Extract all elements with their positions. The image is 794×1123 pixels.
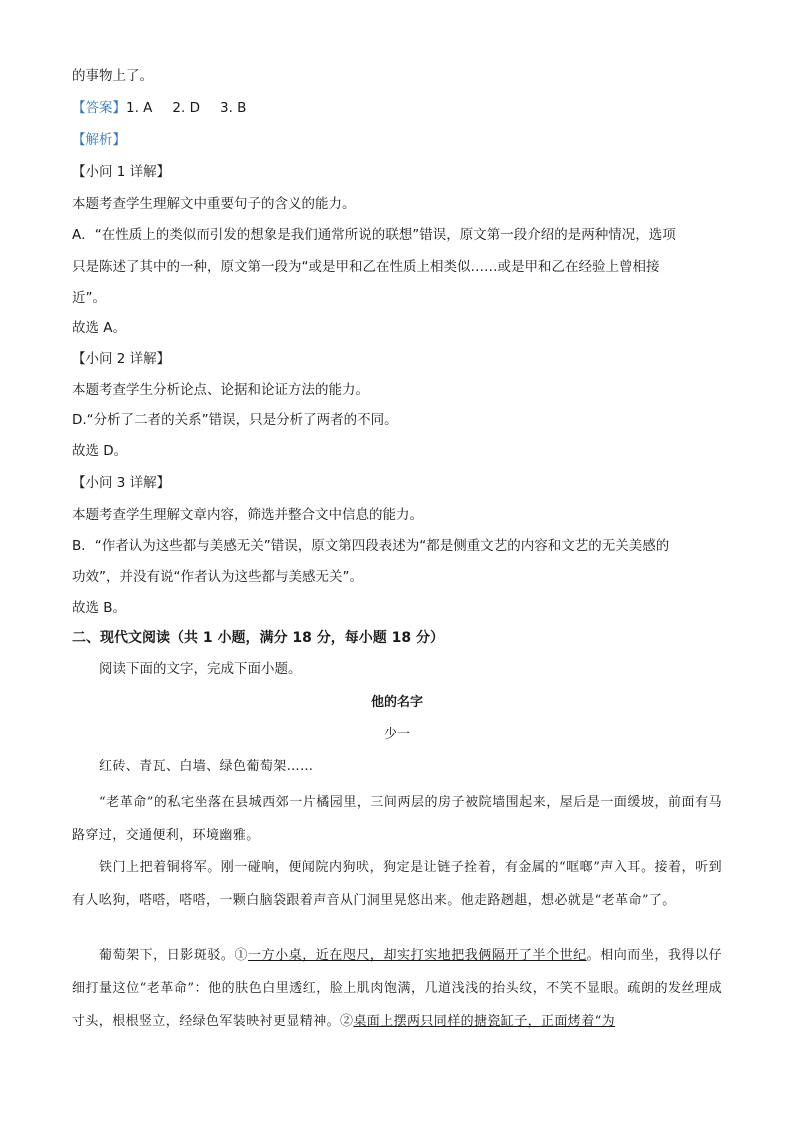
q2-intro: 本题考查学生分析论点、论据和论证方法的能力。	[72, 382, 369, 398]
q1-line2: 只是陈述了其中的一种，原文第一段为“或是甲和乙在性质上相类似……或是甲和乙在经验上曾相接	[72, 259, 660, 275]
p4-text-a: 葡萄架下，日影斑驳。①	[99, 948, 249, 963]
section-heading: 二、现代文阅读（共 1 小题，满分 18 分，每小题 18 分）	[72, 630, 444, 646]
answer-2: 2. D	[172, 100, 200, 116]
q2-line1: D.“分析了二者的关系”错误，只是分析了两者的不同。	[72, 412, 398, 428]
story-paragraph-2: “老革命”的私宅坐落在县城西郊一片橘园里，三间两层的房子被院墙围起来，屋后是一面缓坡，前面有马路穿过，交通便利，环境幽雅。	[72, 795, 722, 843]
q3-conclusion: 故选 B。	[72, 600, 127, 616]
q1-line1: A．“在性质上的类似而引发的想象是我们通常所说的联想”错误，原文第一段介绍的是两种情况，选项	[72, 227, 676, 243]
q1-conclusion: 故选 A。	[72, 320, 127, 336]
answer-3: 3. B	[220, 100, 247, 116]
q1-intro: 本题考查学生理解文中重要句子的含义的能力。	[72, 196, 356, 212]
q1-line3: 近”。	[72, 290, 106, 306]
story-paragraph-3: 铁门上把着铜将军。刚一碰响，便闻院内狗吠，狗定是让链子拴着，有金属的“哐啷”声入耳。接着，听到有人吆狗，嗒嗒，嗒嗒，一颗白脑袋跟着声音从门洞里晃悠出来。他走路趔趄，想必就是“老革命”了。	[72, 860, 722, 908]
answer-tag: 【答案】	[72, 100, 126, 116]
q3-line1: B．“作者认为这些都与美感无关”错误，原文第四段表述为“都是侧重文艺的内容和文艺的无关美感的	[72, 538, 670, 554]
q3-heading: 【小问 3 详解】	[72, 475, 171, 491]
q2-heading: 【小问 2 详解】	[72, 351, 171, 367]
answer-1: 1. A	[126, 100, 153, 116]
section-instruction: 阅读下面的文字，完成下面小题。	[99, 661, 302, 677]
q2-conclusion: 故选 D。	[72, 443, 128, 459]
story-paragraph-4	[72, 939, 722, 1038]
p4-underline-2: 桌面上摆两只同样的搪瓷缸子，正面烤着“为	[353, 1014, 616, 1029]
p4-underline-1: 一方小桌，近在咫尺，却实打实地把我俩隔开了半个世纪	[248, 948, 587, 963]
story-paragraph-1: 红砖、青瓦、白墙、绿色葡萄架……	[99, 759, 314, 774]
analysis-tag: 【解析】	[72, 132, 126, 148]
q3-intro: 本题考查学生理解文章内容，筛选并整合文中信息的能力。	[72, 507, 423, 523]
continued-text: 的事物上了。	[72, 68, 153, 84]
story-title: 他的名字	[370, 695, 423, 710]
answer-line	[72, 98, 722, 118]
p4-text-b: 。相向而坐，我得以仔细打量这位“老革命”：他的肤色白里透红，脸上肌肉饱满，几道浅浅的抬头纹，不笑不显眼。疏朗的发丝理成寸头，根根竖立，经绿色军装映衬更显精神。②	[72, 948, 722, 1029]
q3-line2: 功效”，并没有说“作者认为这些都与美感无关”。	[72, 569, 363, 585]
story-author: 少一	[383, 727, 410, 742]
q1-heading: 【小问 1 详解】	[72, 164, 171, 180]
